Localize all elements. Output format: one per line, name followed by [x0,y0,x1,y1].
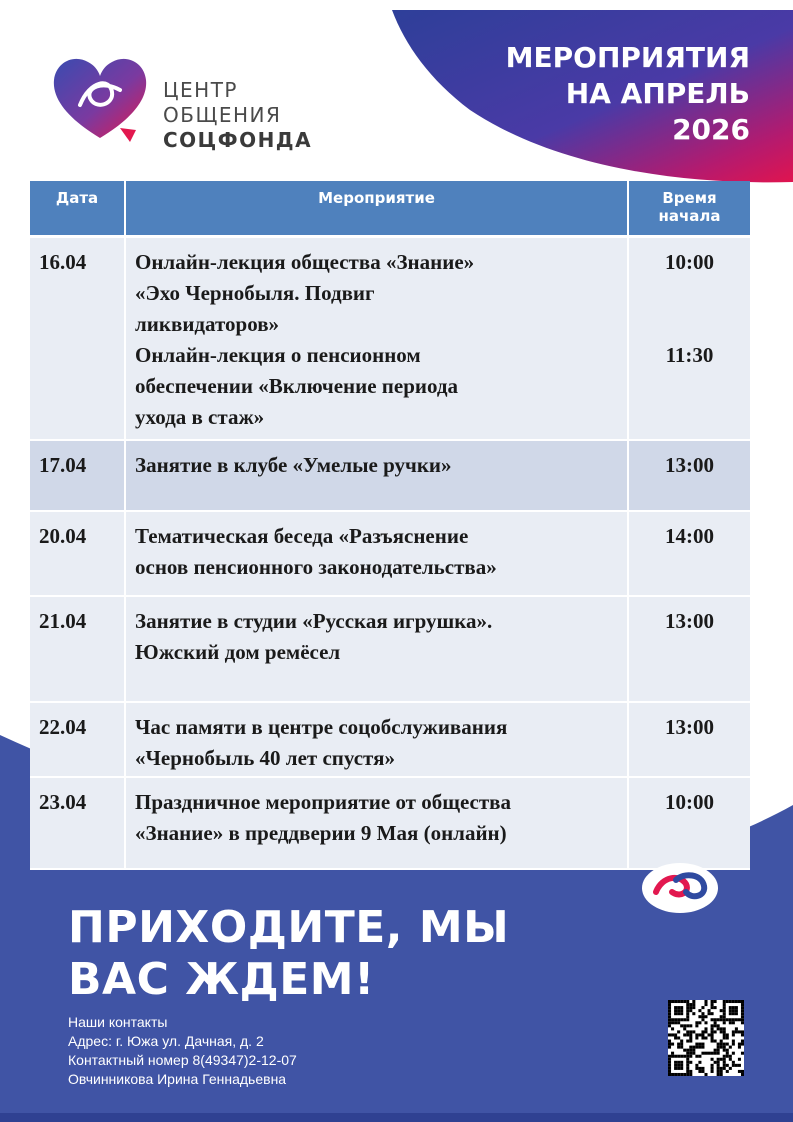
row-event [125,596,628,702]
event-line: Онлайн-лекция о пенсионном [135,342,421,367]
contacts-heading: Наши контакты [68,1014,168,1030]
row-date: 23.04 [30,777,125,869]
table-row [30,440,750,511]
header-time-line-1: Время [662,189,717,207]
row-time: 10:00 [628,777,750,869]
cta-line-2: ВАС ЖДЕМ! [68,954,375,1005]
row-time: 13:00 [628,440,750,511]
logo-line-3: СОЦФОНДА [163,128,313,152]
header-time-line-2: начала [658,207,721,225]
event-line: ликвидаторов» [135,311,280,336]
event-line: основ пенсионного законодательства» [135,555,497,579]
sotsfond-logo-icon [640,862,720,914]
event-line: ухода в стаж» [135,404,265,429]
cta-line-1: ПРИХОДИТЕ, МЫ [68,902,510,953]
contacts-block [68,1013,297,1089]
table-row [30,236,750,440]
event-line: Занятие в студии «Русская игрушка». [135,609,493,633]
header-date: Дата [30,181,125,236]
contacts-address: Адрес: г. Южа ул. Дачная, д. 2 [68,1033,264,1049]
row-time: 13:00 [628,702,750,777]
logo-wordmark [163,78,312,153]
title-line-1: МЕРОПРИЯТИЯ [505,41,750,74]
row-date: 22.04 [30,702,125,777]
logo-line-2: ОБЩЕНИЯ [163,103,282,127]
table-row [30,777,750,869]
row-date: 17.04 [30,440,125,511]
event-line: Южский дом ремёсел [135,640,341,664]
footer-bottom-band [0,1113,793,1122]
event-line: Занятие в клубе «Умелые ручки» [135,453,452,477]
table-row [30,511,750,596]
logo-line-1: ЦЕНТР [163,78,238,102]
title-line-3: 2026 [672,113,750,146]
row-event [125,236,628,440]
row-time [628,236,750,440]
table-row [30,596,750,702]
row-event [125,440,628,511]
row-date: 20.04 [30,511,125,596]
table-header-row [30,181,750,236]
events-table [30,181,750,870]
row-time: 14:00 [628,511,750,596]
qr-code-icon[interactable] [668,1000,744,1076]
title-line-2: НА АПРЕЛЬ [565,77,750,110]
contacts-phone: Контактный номер 8(49347)2-12-07 [68,1052,297,1068]
event-line: Тематическая беседа «Разъяснение [135,524,469,548]
contacts-person: Овчинникова Ирина Геннадьевна [68,1071,287,1087]
row-date: 16.04 [30,236,125,440]
call-to-action [68,902,509,1006]
event-line: обеспечении «Включение периода [135,373,459,398]
time-value: 11:30 [665,342,714,367]
event-line: «Знание» в преддверии 9 Мая (онлайн) [135,821,507,845]
heart-logo-icon [50,50,150,150]
row-time: 13:00 [628,596,750,702]
header-event: Мероприятие [125,181,628,236]
event-line: «Эхо Чернобыля. Подвиг [135,280,375,305]
time-value: 10:00 [665,249,714,274]
row-event [125,511,628,596]
row-date: 21.04 [30,596,125,702]
event-line: Онлайн-лекция общества «Знание» [135,249,475,274]
header-time [628,181,750,236]
event-line: Час памяти в центре соцобслуживания [135,715,508,739]
event-line: Праздничное мероприятие от общества [135,790,512,814]
poster-title [430,40,750,148]
table-row [30,702,750,777]
event-line: «Чернобыль 40 лет спустя» [135,746,395,770]
row-event [125,777,628,869]
row-event [125,702,628,777]
